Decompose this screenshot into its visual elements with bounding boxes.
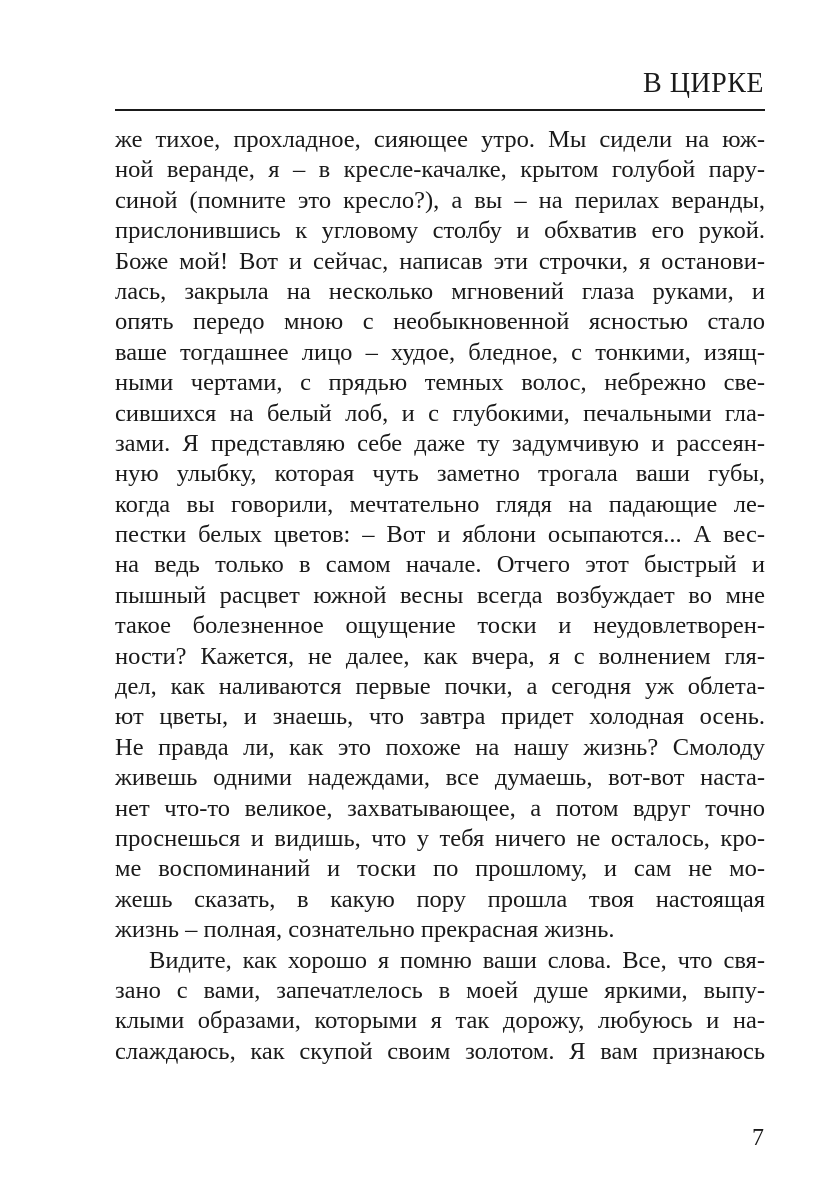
text-line: ют цветы, и знаешь, что завтра придет холодная осень.: [115, 703, 765, 731]
text-line: когда вы говорили, мечтательно глядя на падающие ле-: [115, 490, 765, 518]
text-line: слаждаюсь, как скупой своим золотом. Я вам признаюсь: [115, 1037, 765, 1065]
text-line: ную улыбку, которая чуть заметно трогала ваши губы,: [115, 460, 765, 488]
text-line: ме воспоминаний и тоски по прошлому, и сам не мо-: [115, 855, 765, 883]
page-number: 7: [752, 1125, 764, 1151]
text-line: ными чертами, с прядью темных волос, небрежно све-: [115, 369, 765, 397]
text-line: жизнь – полная, сознательно прекрасная жизнь.: [115, 916, 615, 944]
text-line: жешь сказать, в какую пору прошла твоя настоящая: [115, 885, 765, 913]
text-line: опять передо мною с необыкновенной ясностью стало: [115, 308, 765, 336]
text-line: дел, как наливаются первые почки, а сегодня уж облета-: [115, 673, 765, 701]
text-line: же тихое, прохладное, сияющее утро. Мы сидели на юж-: [115, 126, 765, 153]
text-line: пестки белых цветов: – Вот и яблони осыпаются... А вес-: [115, 521, 765, 549]
text-line: проснешься и видишь, что у тебя ничего не осталось, кро-: [115, 824, 765, 852]
text-line: на ведь только в самом начале. Отчего этот быстрый и: [115, 551, 765, 579]
text-line: нет что-то великое, захватывающее, а потом вдруг точно: [115, 794, 765, 822]
text-line: прислонившись к угловому столбу и обхватив его рукой.: [115, 217, 765, 245]
text-line: ности? Кажется, не далее, как вчера, я с волнением гля-: [115, 642, 765, 670]
text-line: лась, закрыла на несколько мгновений глаза руками, и: [115, 277, 765, 305]
body-text: [115, 125, 765, 1067]
text-line: сившихся на белый лоб, и с глубокими, печальными гла-: [115, 399, 765, 427]
text-line: ной веранде, я – в кресле-качалке, крытом голубой пару-: [115, 156, 765, 184]
header-rule: [115, 109, 765, 111]
text-line: пышный расцвет южной весны всегда возбуждает во мне: [115, 581, 765, 609]
running-head: В ЦИРКЕ: [643, 68, 764, 99]
text-line: синой (помните это кресло?), а вы – на перилах веранды,: [115, 186, 765, 214]
text-line: Боже мой! Вот и сейчас, написав эти строчки, я останови-: [115, 247, 765, 275]
text-line: ваше тогдашнее лицо – худое, бледное, с тонкими, изящ-: [115, 338, 765, 366]
text-line: такое болезненное ощущение тоски и неудовлетворен-: [115, 612, 765, 640]
text-line: клыми образами, которыми я так дорожу, любуюсь и на-: [115, 1007, 765, 1035]
text-line: Не правда ли, как это похоже на нашу жизнь? Смолоду: [115, 733, 765, 761]
text-line: зано с вами, запечатлелось в моей душе яркими, выпу-: [115, 976, 765, 1004]
text-line: зами. Я представляю себе даже ту задумчивую и рассеян-: [115, 429, 765, 457]
text-line: Видите, как хорошо я помню ваши слова. Все, что свя-: [149, 946, 765, 974]
text-line: живешь одними надеждами, все думаешь, вот-вот наста-: [115, 764, 765, 792]
